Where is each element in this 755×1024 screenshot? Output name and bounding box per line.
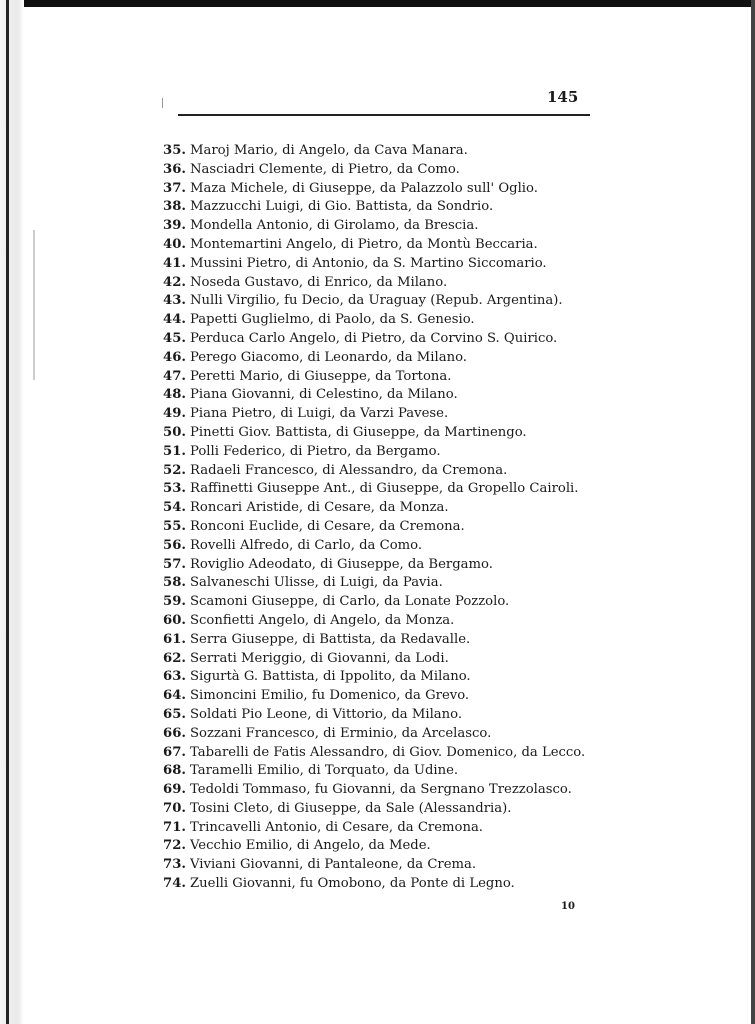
entry-text: Mondella Antonio, di Girolamo, da Brescia. [190, 218, 479, 234]
entry-number: 69. [163, 782, 186, 798]
entry-number: 43. [163, 293, 186, 309]
list-item [150, 462, 620, 481]
list-item [150, 556, 620, 575]
entry-number: 41. [163, 255, 186, 271]
entry-number: 49. [163, 406, 186, 422]
entry-number: 63. [163, 669, 186, 685]
list-item [150, 424, 620, 443]
page-top-edge [0, 0, 755, 7]
entry-number: 39. [163, 218, 186, 234]
list-item [150, 480, 620, 499]
entry-number: 67. [163, 744, 186, 760]
entry-text: Mazzucchi Luigi, di Gio. Battista, da Sondrio. [190, 199, 494, 215]
entry-number: 54. [163, 500, 186, 516]
binding-line [6, 0, 9, 1024]
entry-text: Roviglio Adeodato, di Giuseppe, da Bergamo. [190, 556, 493, 572]
list-item [150, 180, 620, 199]
entry-number: 65. [163, 706, 186, 722]
entry-text: Nulli Virgilio, fu Decio, da Uraguay (Repub. Argentina). [190, 293, 563, 309]
entry-text: Polli Federico, di Pietro, da Bergamo. [190, 443, 441, 459]
list-item [150, 762, 620, 781]
entry-number: 60. [163, 612, 186, 628]
list-item [150, 593, 620, 612]
entry-text: Raffinetti Giuseppe Ant., di Giuseppe, da Gropello Cairoli. [190, 481, 579, 497]
entry-text: Radaeli Francesco, di Alessandro, da Cremona. [190, 462, 508, 478]
entry-number: 38. [163, 199, 186, 215]
entry-text: Perduca Carlo Angelo, di Pietro, da Corvino S. Quirico. [190, 330, 558, 346]
student-list [150, 142, 620, 894]
header-rule [178, 114, 590, 116]
list-item [150, 781, 620, 800]
entry-text: Trincavelli Antonio, di Cesare, da Cremona. [190, 819, 484, 835]
list-item [150, 574, 620, 593]
entry-text: Salvaneschi Ulisse, di Luigi, da Pavia. [190, 575, 443, 591]
entry-number: 46. [163, 349, 186, 365]
list-item [150, 856, 620, 875]
entry-text: Maroj Mario, di Angelo, da Cava Manara. [190, 143, 468, 158]
entry-number: 64. [163, 688, 186, 704]
entry-number: 51. [163, 443, 186, 459]
entry-text: Peretti Mario, di Giuseppe, da Tortona. [190, 368, 452, 384]
entry-number: 44. [163, 312, 186, 328]
entry-text: Perego Giacomo, di Leonardo, da Milano. [190, 349, 468, 365]
list-item [150, 612, 620, 631]
list-item [150, 368, 620, 387]
list-item [150, 800, 620, 819]
list-item [150, 631, 620, 650]
entry-text: Papetti Guglielmo, di Paolo, da S. Genesio. [190, 312, 475, 328]
entry-number: 58. [163, 575, 186, 591]
list-item [150, 255, 620, 274]
list-item [150, 819, 620, 838]
entry-number: 66. [163, 725, 186, 741]
entry-text: Soldati Pio Leone, di Vittorio, da Milano. [190, 706, 463, 722]
entry-text: Zuelli Giovanni, fu Omobono, da Ponte di Legno. [190, 876, 515, 892]
entry-number: 57. [163, 556, 186, 572]
entry-text: Vecchio Emilio, di Angelo, da Mede. [190, 838, 431, 854]
entry-text: Mussini Pietro, di Antonio, da S. Martino Siccomario. [190, 255, 547, 271]
list-item [150, 311, 620, 330]
list-item [150, 217, 620, 236]
entry-number: 47. [163, 368, 186, 384]
entry-number: 73. [163, 857, 186, 873]
list-item [150, 274, 620, 293]
entry-text: Tabarelli de Fatis Alessandro, di Giov. Domenico, da Lecco. [190, 744, 586, 760]
entry-number: 50. [163, 424, 186, 440]
header-tick-mark [162, 98, 163, 108]
entry-number: 68. [163, 763, 186, 779]
entry-number: 37. [163, 180, 186, 196]
entry-text: Tosini Cleto, di Giuseppe, da Sale (Alessandria). [190, 800, 512, 816]
list-item [150, 537, 620, 556]
entry-text: Ronconi Euclide, di Cesare, da Cremona. [190, 518, 465, 534]
entry-text: Rovelli Alfredo, di Carlo, da Como. [190, 537, 423, 553]
list-item [150, 518, 620, 537]
entry-number: 55. [163, 518, 186, 534]
list-item [150, 668, 620, 687]
list-item [150, 198, 620, 217]
list-item [150, 161, 620, 180]
entry-number: 74. [163, 876, 186, 892]
page-binding [0, 0, 24, 1024]
sheet-number: 10 [561, 901, 575, 912]
entry-number: 61. [163, 631, 186, 647]
list-item [150, 236, 620, 255]
entry-text: Nasciadri Clemente, di Pietro, da Como. [190, 161, 460, 177]
entry-number: 52. [163, 462, 186, 478]
entry-number: 56. [163, 537, 186, 553]
entry-text: Simoncini Emilio, fu Domenico, da Grevo. [190, 688, 470, 704]
list-item [150, 650, 620, 669]
entry-number: 48. [163, 387, 186, 403]
list-item [150, 292, 620, 311]
entry-text: Serra Giuseppe, di Battista, da Redavalle. [190, 631, 471, 647]
entry-text: Roncari Aristide, di Cesare, da Monza. [190, 500, 449, 516]
page-right-edge [751, 0, 755, 1024]
entry-number: 53. [163, 481, 186, 497]
list-item [150, 405, 620, 424]
entry-text: Tedoldi Tommaso, fu Giovanni, da Sergnano Trezzolasco. [190, 782, 572, 798]
entry-text: Noseda Gustavo, di Enrico, da Milano. [190, 274, 448, 290]
list-item [150, 687, 620, 706]
list-item [150, 330, 620, 349]
list-item [150, 349, 620, 368]
entry-number: 59. [163, 594, 186, 610]
entry-text: Sigurtà G. Battista, di Ippolito, da Milano. [190, 669, 471, 685]
list-item [150, 744, 620, 763]
entry-text: Piana Pietro, di Luigi, da Varzi Pavese. [190, 406, 449, 422]
list-item [150, 725, 620, 744]
entry-text: Maza Michele, di Giuseppe, da Palazzolo sull' Oglio. [190, 180, 538, 196]
list-item [150, 837, 620, 856]
list-item [150, 499, 620, 518]
entry-number: 45. [163, 330, 186, 346]
list-item [150, 386, 620, 405]
binding-shadow [33, 230, 35, 380]
entry-number: 40. [163, 236, 186, 252]
entry-text: Serrati Meriggio, di Giovanni, da Lodi. [190, 650, 449, 666]
entry-number: 36. [163, 161, 186, 177]
entry-text: Sozzani Francesco, di Erminio, da Arcelasco. [190, 725, 492, 741]
entry-text: Viviani Giovanni, di Pantaleone, da Crema. [190, 857, 477, 873]
entry-number: 70. [163, 800, 186, 816]
list-item [150, 443, 620, 462]
entry-number: 42. [163, 274, 186, 290]
entry-number: 72. [163, 838, 186, 854]
entry-number: 35. [163, 143, 186, 158]
entry-number: 71. [163, 819, 186, 835]
entry-text: Scamoni Giuseppe, di Carlo, da Lonate Pozzolo. [190, 594, 510, 610]
entry-text: Piana Giovanni, di Celestino, da Milano. [190, 387, 458, 403]
entry-number: 62. [163, 650, 186, 666]
list-item [150, 875, 620, 894]
entry-text: Taramelli Emilio, di Torquato, da Udine. [190, 763, 459, 779]
entry-text: Sconfietti Angelo, di Angelo, da Monza. [190, 612, 455, 628]
entry-text: Pinetti Giov. Battista, di Giuseppe, da Martinengo. [190, 424, 527, 440]
entry-text: Montemartini Angelo, di Pietro, da Montù Beccaria. [190, 236, 538, 252]
page-number: 145 [547, 88, 579, 106]
list-item [150, 142, 620, 161]
list-item [150, 706, 620, 725]
